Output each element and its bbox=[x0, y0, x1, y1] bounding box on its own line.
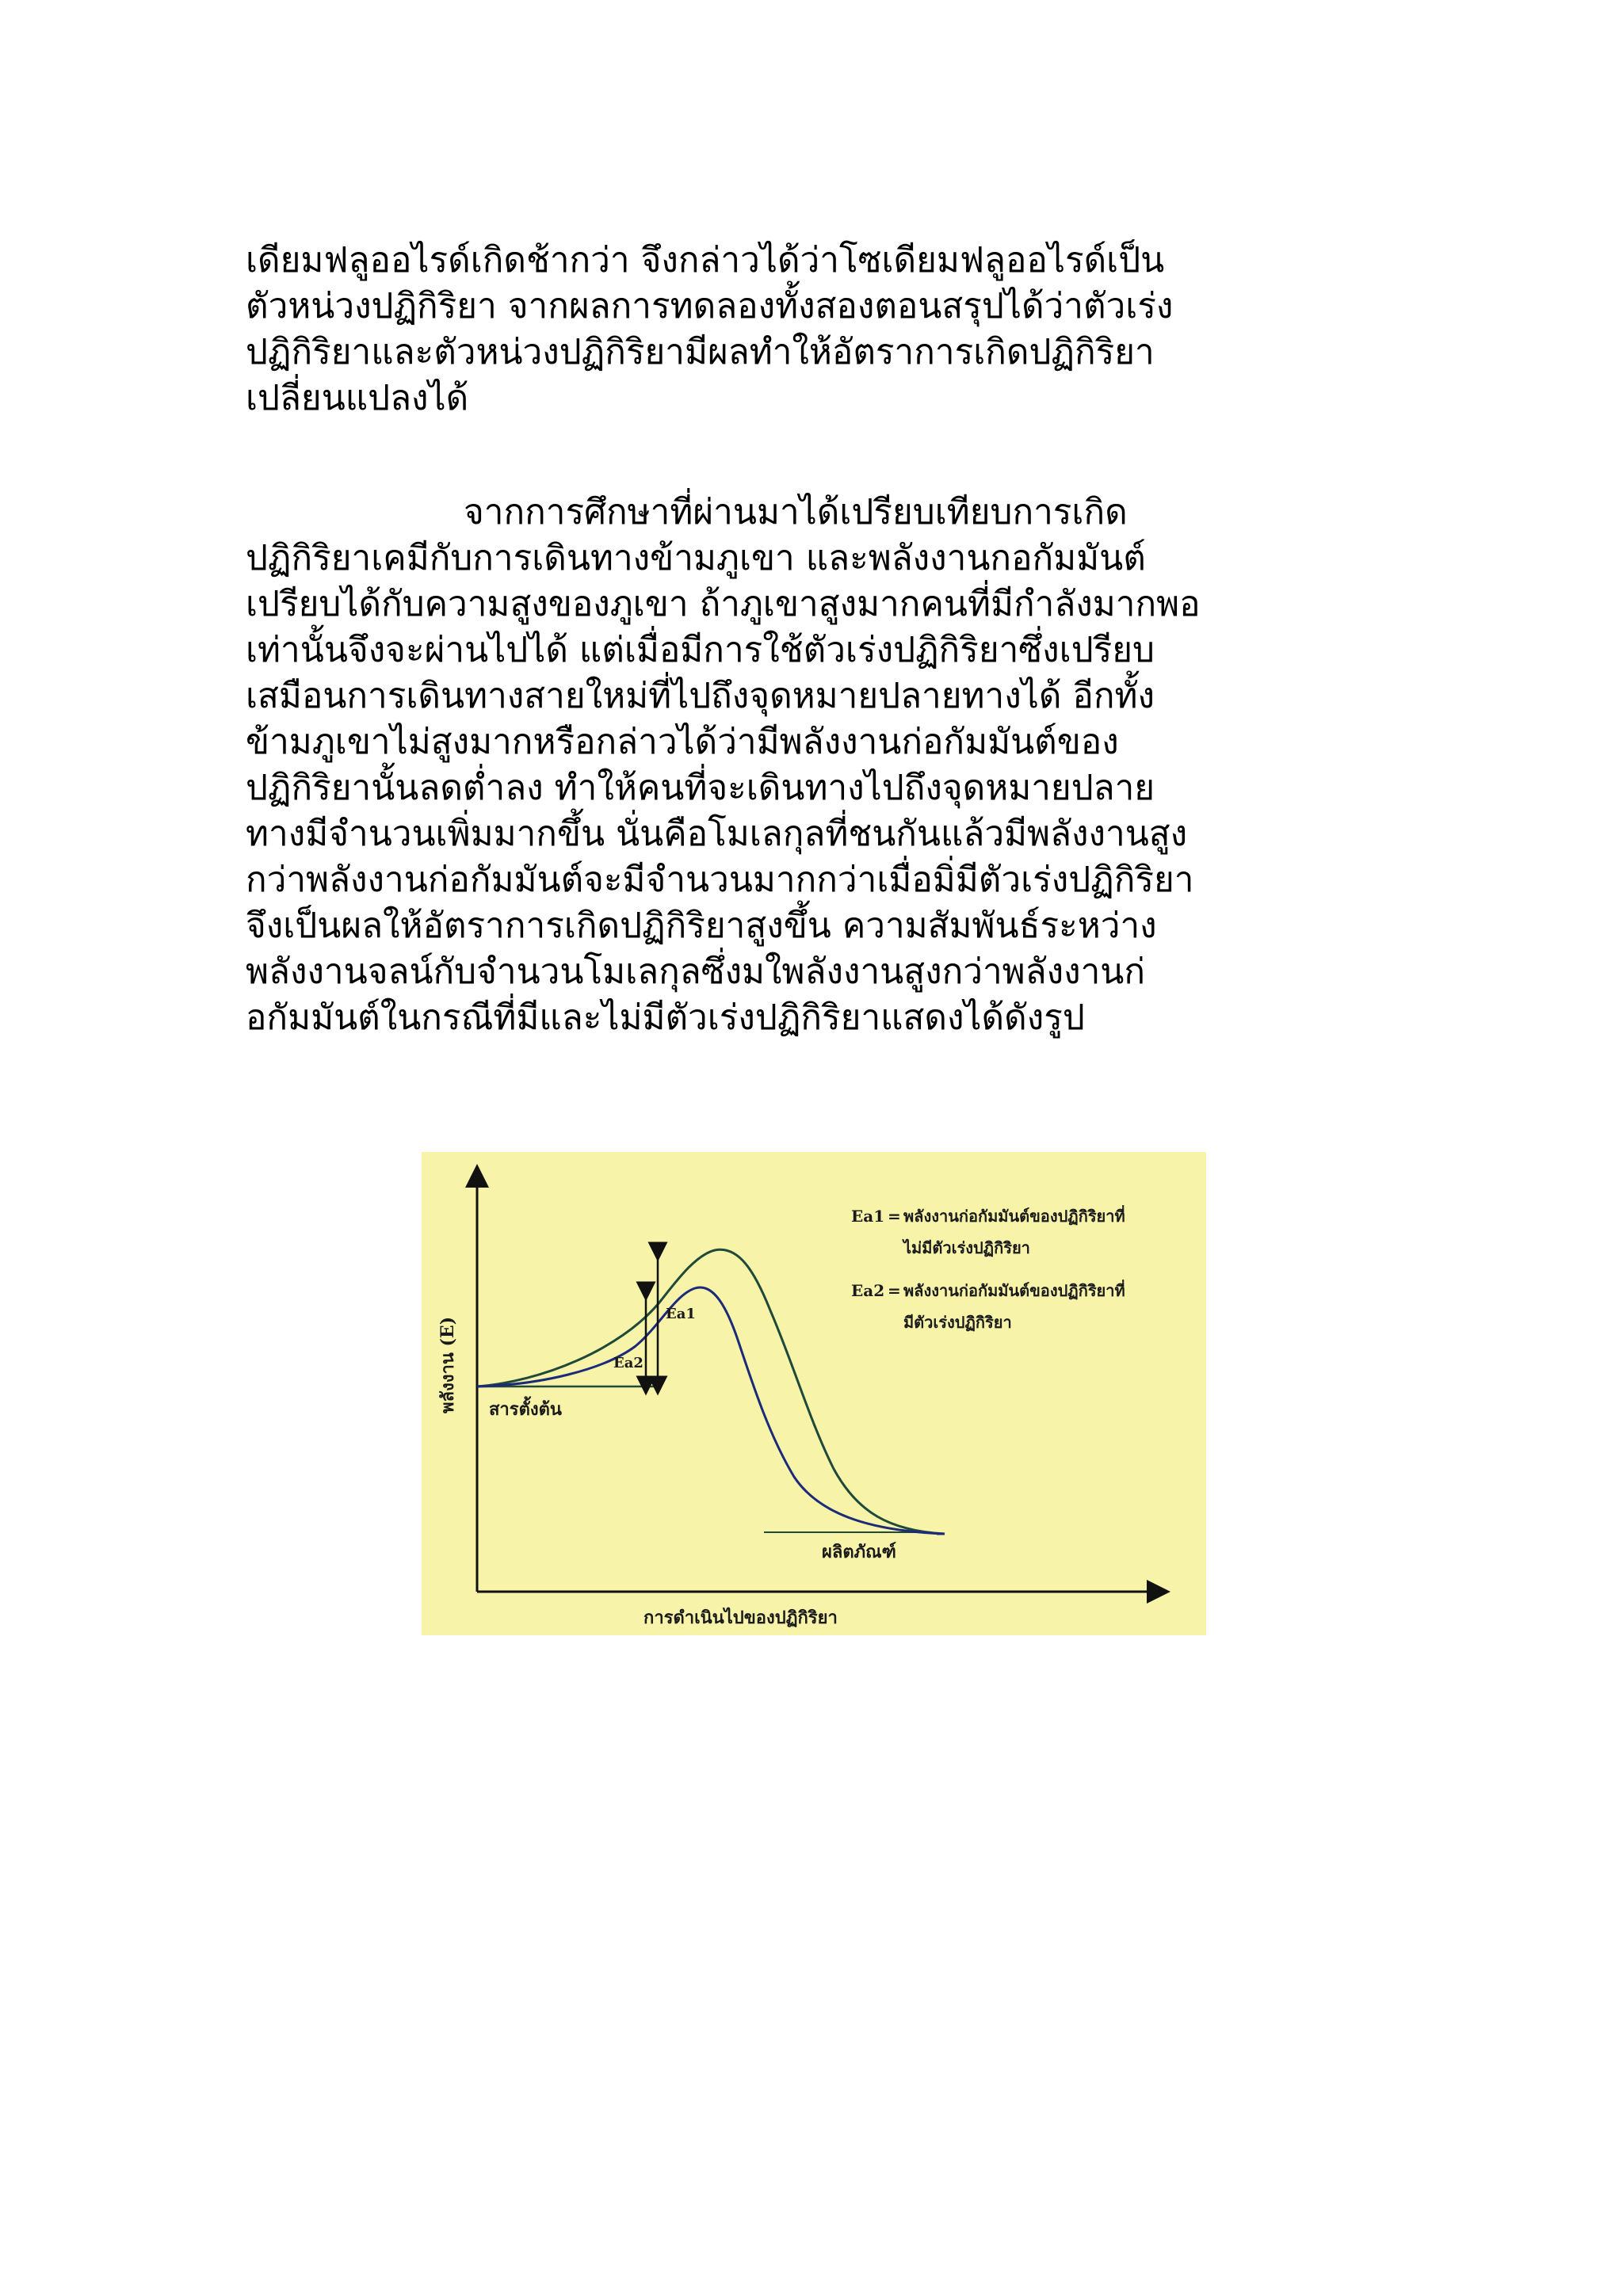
text-line: กว่าพลังงานก่อกัมมันต์จะมีจำนวนมากกว่าเมื่อมิ่มีตัวเร่งปฏิกิริยา bbox=[246, 860, 1194, 900]
legend-ea1-eq: = bbox=[888, 1207, 901, 1226]
text-line: ปฏิกิริยาเคมีกับการเดินทางข้ามภูเขา และพลังงานกอกัมมันต์ bbox=[246, 538, 1146, 578]
text-line: ทางมีจำนวนเพิ่มมากขึ้น นั่นคือโมเลกุลที่ชนกันแล้วมีพลังงานสูง bbox=[246, 814, 1188, 854]
text-line: จึงเป็นผลให้อัตราการเกิดปฏิกิริยาสูงขึ้น ความสัมพันธ์ระหว่าง bbox=[246, 906, 1157, 946]
text-line: พลังงานจลน์กับจำนวนโมเลกุลซึ่งมใพลังงานสูงกว่าพลังงานก่ bbox=[246, 952, 1146, 992]
y-axis-label: พลังงาน (E) bbox=[437, 1316, 458, 1413]
text-line: ตัวหน่วงปฏิกิริยา จากผลการทดลองทั้งสองตอนสรุปได้ว่าตัวเร่ง bbox=[246, 286, 1174, 326]
ea2-marker: Ea2 bbox=[613, 1355, 643, 1371]
product-label: ผลิตภัณฑ์ bbox=[822, 1542, 896, 1562]
text-line: ข้ามภูเขาไม่สูงมากหรือกล่าวได้ว่ามีพลังงานก่อกัมมันต์ของ bbox=[246, 722, 1119, 762]
energy-diagram-figure bbox=[422, 1152, 1206, 1635]
ea1-marker: Ea1 bbox=[666, 1306, 696, 1322]
text-line: เปลี่ยนแปลงได้ bbox=[246, 378, 469, 418]
energy-diagram bbox=[422, 1152, 1206, 1635]
text-line: เดียมฟลูออไรด์เกิดช้ากว่า จึงกล่าวได้ว่าโซเดียมฟลูออไรด์เป็น bbox=[246, 240, 1165, 280]
text-line: จากการศึกษาที่ผ่านมาได้เปรียบเทียบการเกิด bbox=[464, 492, 1128, 532]
legend-ea1-symbol: Ea1 bbox=[851, 1207, 885, 1226]
text-line: ปฏิกิริยานั้นลดต่ำลง ทำให้คนที่จะเดินทางไปถึงจุดหมายปลาย bbox=[246, 768, 1155, 808]
legend bbox=[851, 1204, 1125, 1332]
text-line: เปรียบได้กับความสูงของภูเขา ถ้าภูเขาสูงมากคนที่มีกำลังมากพอ bbox=[246, 584, 1201, 624]
legend-ea2-line2: มีตัวเร่งปฏิกิริยา bbox=[903, 1313, 1012, 1332]
text-line: เสมือนการเดินทางสายใหม่ที่ไปถึงจุดหมายปลายทางได้ อีกทั้ง bbox=[246, 676, 1155, 716]
legend-ea1-line2: ไม่มีตัวเร่งปฏิกิริยา bbox=[903, 1238, 1030, 1257]
x-axis-label: การดำเนินไปของปฏิกิริยา bbox=[643, 1608, 838, 1628]
text-line: ปฏิกิริยาและตัวหน่วงปฏิกิริยามีผลทำให้อัตราการเกิดปฏิกิริยา bbox=[246, 332, 1155, 372]
paragraph-1 bbox=[246, 238, 1419, 421]
reactant-label: สารตั้งต้น bbox=[489, 1399, 562, 1420]
legend-ea2-eq: = bbox=[888, 1281, 901, 1300]
legend-ea1-line1: พลังงานก่อกัมมันต์ของปฏิกิริยาที่ bbox=[903, 1207, 1125, 1226]
paragraph-2 bbox=[246, 490, 1419, 1041]
text-line: อกัมมันต์ในกรณีที่มีและไม่มีตัวเร่งปฏิกิริยาแสดงได้ดังรูป bbox=[246, 997, 1085, 1038]
legend-ea2-line1: พลังงานก่อกัมมันต์ของปฏิกิริยาที่ bbox=[903, 1281, 1125, 1300]
legend-ea2-symbol: Ea2 bbox=[851, 1281, 885, 1300]
text-line: เท่านั้นจึงจะผ่านไปได้ แต่เมื่อมีการใช้ตัวเร่งปฏิกิริยาซึ่งเปรียบ bbox=[246, 630, 1155, 670]
